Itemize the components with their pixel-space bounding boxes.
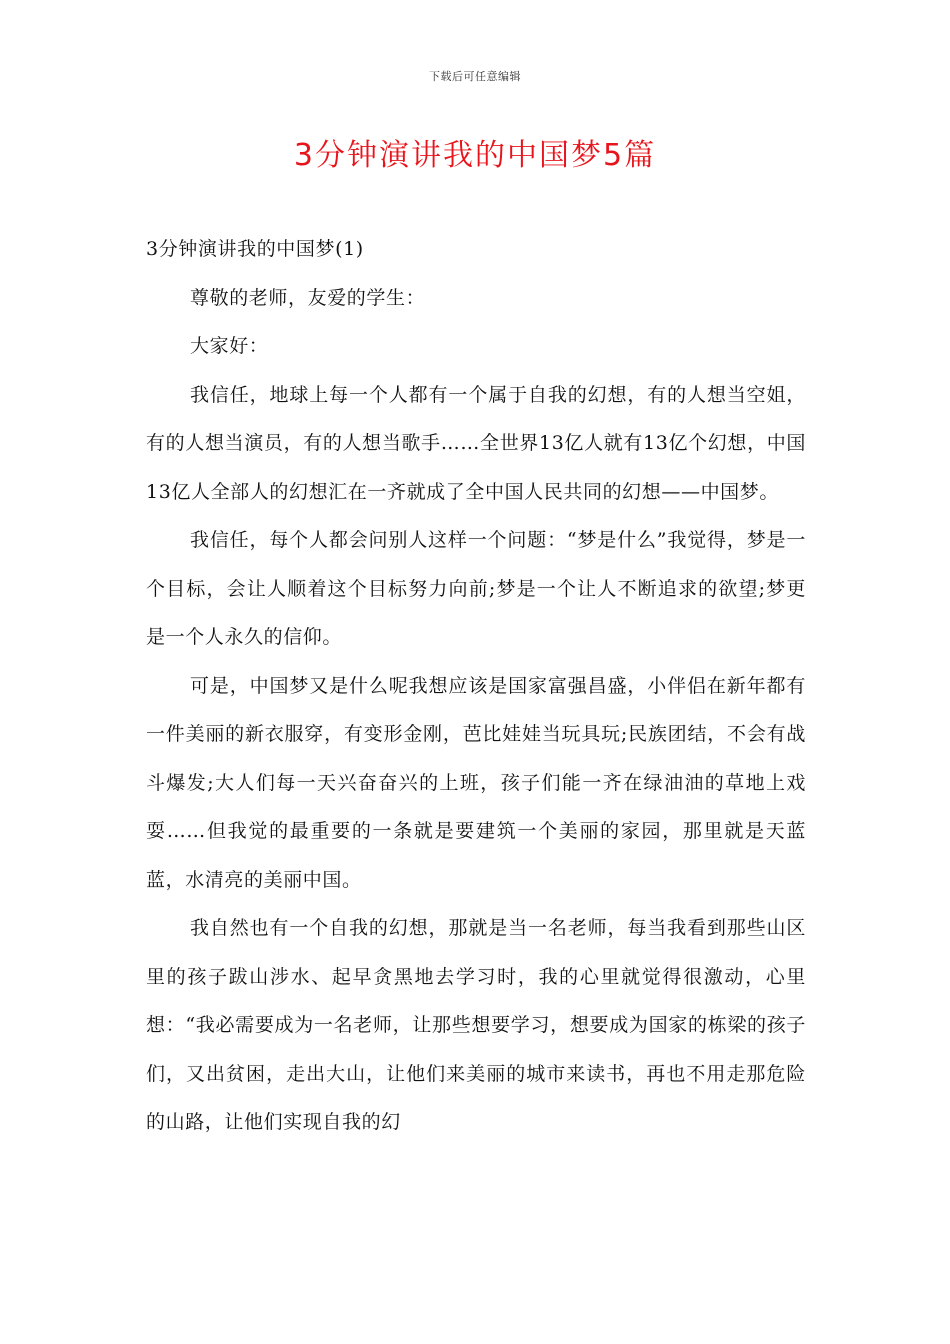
paragraph-salutation: 尊敬的老师，友爱的学生：: [190, 286, 426, 309]
section-heading: 3分钟演讲我的中国梦(1): [146, 238, 364, 260]
page-header-note: 下载后可任意编辑: [429, 70, 521, 83]
paragraph-body: 可是，中国梦又是什么呢我想应该是国家富强昌盛，小伴侣在新年都有一件美丽的新衣服穿，有变形金刚，芭比娃娃当玩具玩;民族团结，不会有战斗爆发;大人们每一天兴奋奋兴的上班，孩子们能一齐在绿油油的草地上戏耍……但我觉的最重要的一条就是要建筑一个美丽的家园，那里就是天蓝蓝，水清亮的美丽中国。: [146, 674, 806, 891]
document-title: 3分钟演讲我的中国梦5篇: [293, 138, 657, 173]
paragraph-body: 我信任，每个人都会问别人这样一个问题：“梦是什么”我觉得，梦是一个目标，会让人顺着这个目标努力向前;梦是一个让人不断追求的欲望;梦更是一个人永久的信仰。: [146, 529, 806, 648]
paragraph-body: 我自然也有一个自我的幻想，那就是当一名老师，每当我看到那些山区里的孩子跋山涉水、起早贪黑地去学习时，我的心里就觉得很激动，心里想：“我必需要成为一名老师，让那些想要学习，想要成为国家的栋梁的孩子们，又出贫困，走出大山，让他们来美丽的城市来读书，再也不用走那危险的山路，让他们实现自我的幻: [146, 917, 806, 1133]
paragraph-body: 我信任，地球上每一个人都有一个属于自我的幻想，有的人想当空姐，有的人想当演员，有的人想当歌手……全世界13亿人就有13亿个幻想，中国13亿人全部人的幻想汇在一齐就成了全中国人民共同的幻想——中国梦。: [146, 383, 806, 503]
paragraph-greeting: 大家好：: [190, 335, 269, 357]
document-body: [146, 225, 806, 1147]
